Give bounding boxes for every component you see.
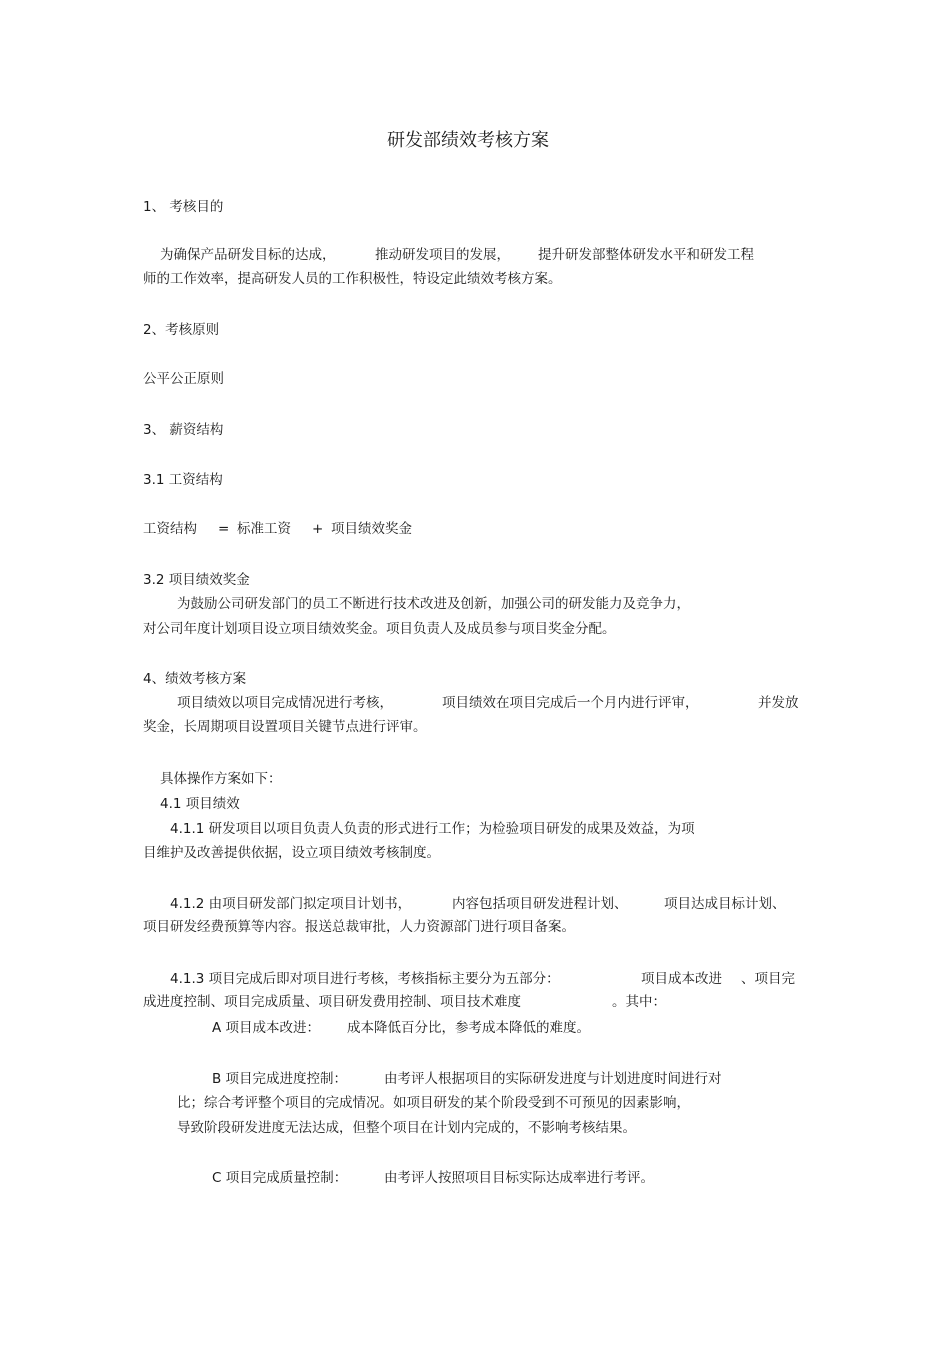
s413-line2-part1: 成进度控制、项目完成质量、项目研发费用控制、项目技术难度 <box>143 994 521 1010</box>
s412-line1-part2: 内容包括项目研发进程计划、 <box>452 896 628 912</box>
formula-base: 标准工资 <box>237 521 291 537</box>
item-a-text: 成本降低百分比，参考成本降低的难度。 <box>347 1020 590 1036</box>
section-2-heading: 2、考核原则 <box>143 322 220 338</box>
s1-line1-part3: 提升研发部整体研发水平和研发工程 <box>538 247 754 263</box>
section-3-2-heading: 3.2 项目绩效奖金 <box>143 572 250 588</box>
s32-line1: 为鼓励公司研发部门的员工不断进行技术改进及创新，加强公司的研发能力及竞争力， <box>177 596 690 612</box>
section-4-1-heading: 4.1 项目绩效 <box>160 796 240 812</box>
section-1-heading: 1、 考核目的 <box>143 199 224 215</box>
s4-line1-part2: 项目绩效在项目完成后一个月内进行评审， <box>442 695 699 711</box>
s4-line1-part3: 并发放 <box>758 695 799 711</box>
s413-line1-part1: 4.1.3 项目完成后即对项目进行考核，考核指标主要分为五部分： <box>170 971 560 987</box>
s413-line1-part3: 、项目完 <box>741 971 795 987</box>
document-title: 研发部绩效考核方案 <box>387 130 549 151</box>
formula-salary: 工资结构 <box>143 521 197 537</box>
s1-line1-part1: 为确保产品研发目标的达成， <box>160 247 336 263</box>
s4-line1-part1: 项目绩效以项目完成情况进行考核， <box>177 695 393 711</box>
s1-line2: 师的工作效率，提高研发人员的工作积极性，特设定此绩效考核方案。 <box>143 271 562 287</box>
s412-line2: 项目研发经费预算等内容。报送总裁审批，人力资源部门进行项目备案。 <box>143 919 575 935</box>
formula-equals: = <box>218 521 230 537</box>
item-b-line1: 由考评人根据项目的实际研发进度与计划进度时间进行对 <box>384 1071 722 1087</box>
section-2-text: 公平公正原则 <box>143 371 224 387</box>
item-c-label: C 项目完成质量控制： <box>212 1170 348 1186</box>
s32-line2: 对公司年度计划项目设立项目绩效奖金。项目负责人及成员参与项目奖金分配。 <box>143 621 616 637</box>
formula-plus: + <box>312 521 324 537</box>
item-b-line3: 导致阶段研发进度无法达成，但整个项目在计划内完成的，不影响考核结果。 <box>177 1120 636 1136</box>
s411-line2: 目维护及改善提供依据，设立项目绩效考核制度。 <box>143 845 440 861</box>
s413-line2-part2: 。其中： <box>612 994 666 1010</box>
s4-intro: 具体操作方案如下： <box>160 771 282 787</box>
section-3-heading: 3、 薪资结构 <box>143 422 224 438</box>
section-4-heading: 4、绩效考核方案 <box>143 671 247 687</box>
formula-bonus: 项目绩效奖金 <box>331 521 412 537</box>
item-a-label: A 项目成本改进： <box>212 1020 321 1036</box>
s412-line1-part1: 4.1.2 由项目研发部门拟定项目计划书， <box>170 896 412 912</box>
s412-line1-part3: 项目达成目标计划、 <box>664 896 786 912</box>
section-3-1-heading: 3.1 工资结构 <box>143 472 223 488</box>
s1-line1-part2: 推动研发项目的发展， <box>375 247 510 263</box>
s411-line1: 4.1.1 研发项目以项目负责人负责的形式进行工作；为检验项目研发的成果及效益，为项 <box>170 821 695 837</box>
s413-line1-part2: 项目成本改进 <box>641 971 722 987</box>
s4-line2: 奖金，长周期项目设置项目关键节点进行评审。 <box>143 719 427 735</box>
item-b-label: B 项目完成进度控制： <box>212 1071 348 1087</box>
item-b-line2: 比；综合考评整个项目的完成情况。如项目研发的某个阶段受到不可预见的因素影响， <box>177 1095 690 1111</box>
item-c-text: 由考评人按照项目目标实际达成率进行考评。 <box>384 1170 654 1186</box>
